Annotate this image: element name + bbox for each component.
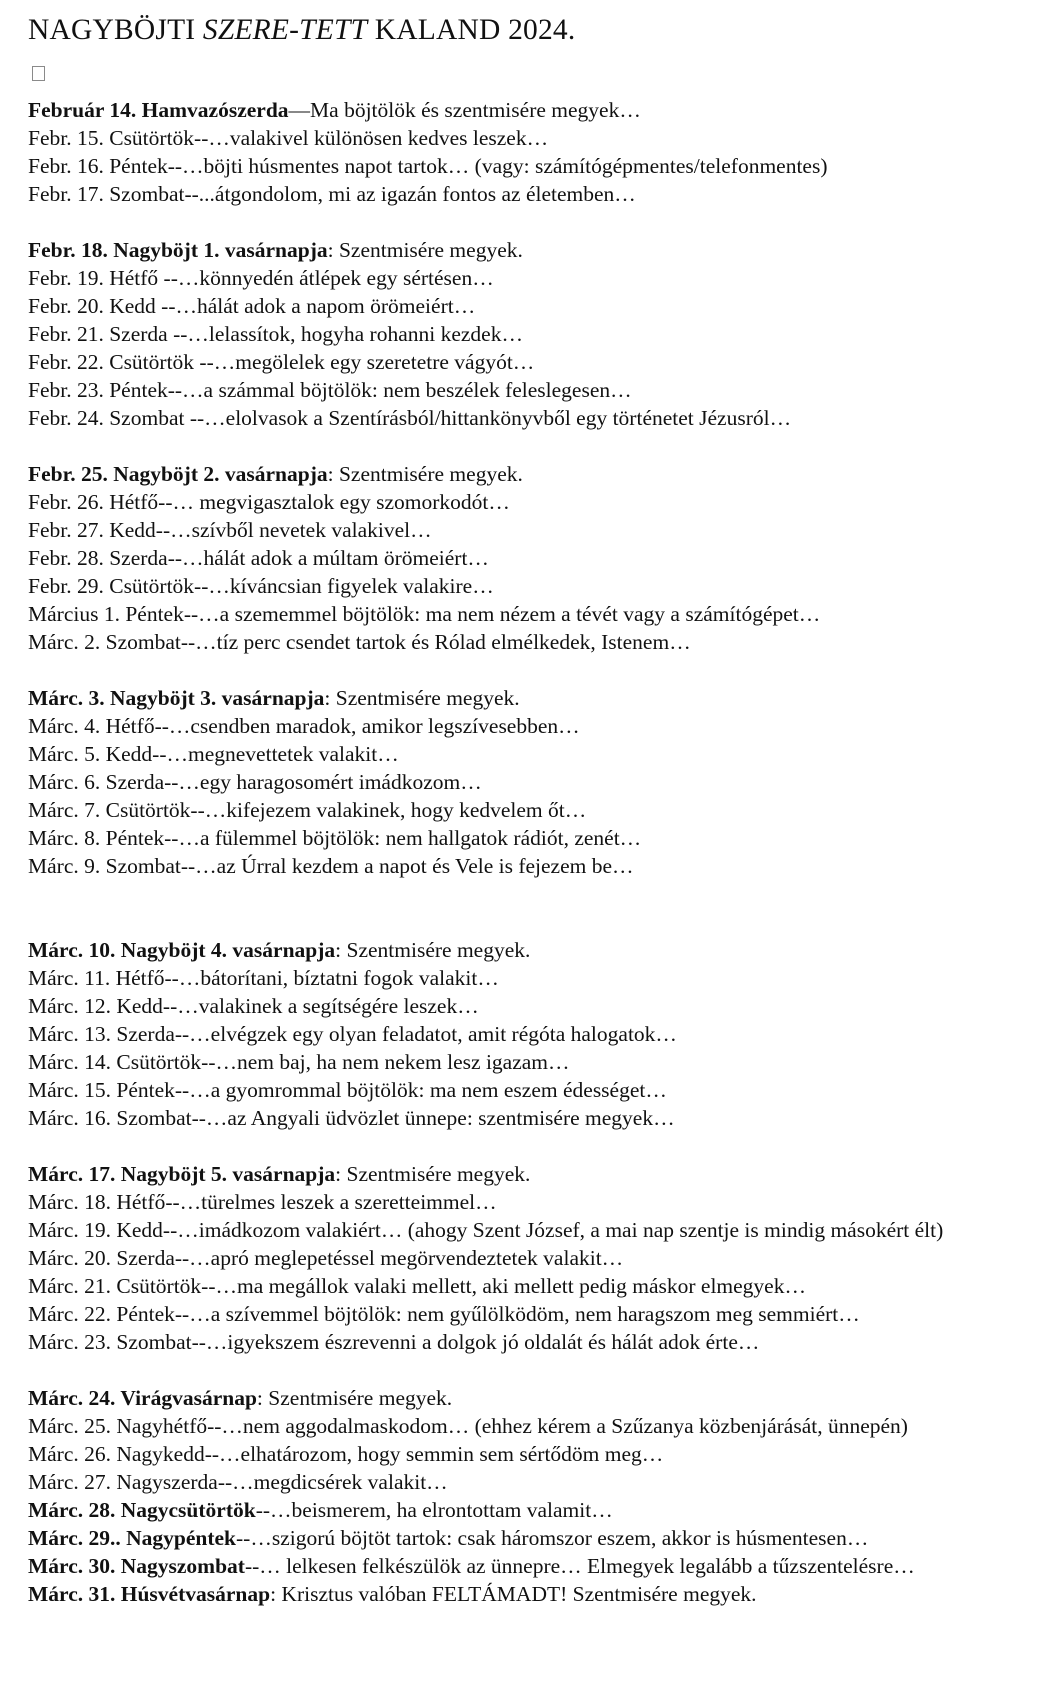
week-section <box>28 236 1052 432</box>
document-page <box>28 0 1052 1608</box>
day-entry-text: Febr. 26. Hétfő--… megvigasztalok egy szomorkodót… <box>28 490 510 514</box>
day-entry-text: Febr. 24. Szombat --…elolvasok a Szentírásból/hittankönyvből egy történetet Jézusról… <box>28 406 792 430</box>
day-entry-bold: Febr. 18. Nagyböjt 1. vasárnapja <box>28 238 328 262</box>
day-entry <box>28 488 1052 516</box>
day-entry <box>28 544 1052 572</box>
day-entry-bold: Márc. 31. Húsvétvasárnap <box>28 1582 271 1606</box>
day-entry-text: Márc. 27. Nagyszerda--…megdicsérek valakit… <box>28 1470 448 1494</box>
day-entry <box>28 1020 1052 1048</box>
day-entry <box>28 460 1052 488</box>
day-entry <box>28 376 1052 404</box>
day-entry <box>28 796 1052 824</box>
week-section <box>28 1160 1052 1356</box>
day-entry-text: Márc. 16. Szombat--…az Angyali üdvözlet ünnepe: szentmisére megyek… <box>28 1106 675 1130</box>
day-entry <box>28 236 1052 264</box>
week-section <box>28 1384 1052 1608</box>
day-entry-text: : Szentmisére megyek. <box>335 938 531 962</box>
day-entry-text: Márc. 20. Szerda--…apró meglepetéssel megörvendeztetek valakit… <box>28 1246 624 1270</box>
day-entry <box>28 1076 1052 1104</box>
day-entry-bold: Febr. 25. Nagyböjt 2. vasárnapja <box>28 462 328 486</box>
day-entry-bold: Márc. 10. Nagyböjt 4. vasárnapja <box>28 938 336 962</box>
day-entry-text: Márc. 25. Nagyhétfő--…nem aggodalmaskodom… (ehhez kérem a Szűzanya közbenjárását, ünnepén) <box>28 1414 908 1438</box>
page-title <box>28 12 1052 48</box>
day-entry-text: Március 1. Péntek--…a szememmel böjtölök: ma nem nézem a tévét vagy a számítógépet… <box>28 602 821 626</box>
day-entry-text: : Szentmisére megyek. <box>327 462 523 486</box>
day-entry-text: Márc. 22. Péntek--…a szívemmel böjtölök: nem gyűlölködöm, nem haragszom meg semmiért… <box>28 1302 860 1326</box>
title-part-2-italic: SZERE-TETT <box>202 14 368 46</box>
title-part-3: KALAND 2024. <box>367 14 576 46</box>
day-entry-bold: Márc. 28. Nagycsütörtök <box>28 1498 256 1522</box>
day-entry-text: Febr. 23. Péntek--…a számmal böjtölök: nem beszélek feleslegesen… <box>28 378 632 402</box>
day-entry-text: Márc. 7. Csütörtök--…kifejezem valakinek, hogy kedvelem őt… <box>28 798 587 822</box>
day-entry-text: Febr. 22. Csütörtök --…megölelek egy szeretetre vágyót… <box>28 350 535 374</box>
day-entry <box>28 712 1052 740</box>
day-entry <box>28 180 1052 208</box>
day-entry <box>28 96 1052 124</box>
day-entry <box>28 768 1052 796</box>
image-placeholder-icon <box>32 66 45 81</box>
day-entry-text: : Szentmisére megyek. <box>335 1162 531 1186</box>
day-entry <box>28 1328 1052 1356</box>
day-entry-text: Febr. 29. Csütörtök--…kíváncsian figyelek valakire… <box>28 574 494 598</box>
day-entry-text: Márc. 23. Szombat--…igyekszem észrevenni a dolgok jó oldalát és hálát adok érte… <box>28 1330 760 1354</box>
day-entry-text: Márc. 21. Csütörtök--…ma megállok valaki mellett, aki mellett pedig máskor elmegyek… <box>28 1274 806 1298</box>
day-entry <box>28 1104 1052 1132</box>
day-entry <box>28 320 1052 348</box>
day-entry-text: Márc. 9. Szombat--…az Úrral kezdem a napot és Vele is fejezem be… <box>28 854 634 878</box>
day-entry <box>28 1552 1052 1580</box>
day-entry-text: Febr. 17. Szombat--...átgondolom, mi az igazán fontos az életemben… <box>28 182 636 206</box>
day-entry <box>28 1440 1052 1468</box>
day-entry <box>28 292 1052 320</box>
day-entry <box>28 516 1052 544</box>
day-entry-bold: Márc. 30. Nagyszombat <box>28 1554 245 1578</box>
day-entry-bold: Márc. 3. Nagyböjt 3. vasárnapja <box>28 686 325 710</box>
day-entry <box>28 1244 1052 1272</box>
day-entry-text: : Szentmisére megyek. <box>327 238 523 262</box>
day-entry <box>28 1524 1052 1552</box>
day-entry-text: Febr. 16. Péntek--…böjti húsmentes napot tartok… (vagy: számítógépmentes/telefonmentes) <box>28 154 828 178</box>
day-entry-text: Márc. 14. Csütörtök--…nem baj, ha nem nekem lesz igazam… <box>28 1050 570 1074</box>
calendar-list <box>28 96 1052 1608</box>
day-entry <box>28 1300 1052 1328</box>
day-entry <box>28 600 1052 628</box>
day-entry-text: --… lelkesen felkészülök az ünnepre… Elmegyek legalább a tűzszentelésre… <box>244 1554 915 1578</box>
day-entry <box>28 824 1052 852</box>
week-section <box>28 96 1052 208</box>
day-entry-text: Márc. 15. Péntek--…a gyomrommal böjtölök: ma nem eszem édességet… <box>28 1078 667 1102</box>
day-entry <box>28 852 1052 880</box>
day-entry-bold: Márc. 24. Virágvasárnap <box>28 1386 257 1410</box>
day-entry <box>28 1384 1052 1412</box>
day-entry <box>28 264 1052 292</box>
day-entry <box>28 1048 1052 1076</box>
day-entry-text: Márc. 6. Szerda--…egy haragosomért imádkozom… <box>28 770 482 794</box>
day-entry-text: Márc. 4. Hétfő--…csendben maradok, amikor legszívesebben… <box>28 714 580 738</box>
day-entry <box>28 964 1052 992</box>
day-entry <box>28 1272 1052 1300</box>
week-section <box>28 936 1052 1132</box>
day-entry <box>28 1188 1052 1216</box>
day-entry-bold: Márc. 17. Nagyböjt 5. vasárnapja <box>28 1162 336 1186</box>
day-entry <box>28 740 1052 768</box>
day-entry-text: Márc. 18. Hétfő--…türelmes leszek a szeretteimmel… <box>28 1190 497 1214</box>
day-entry-text: Febr. 19. Hétfő --…könnyedén átlépek egy sértésen… <box>28 266 494 290</box>
day-entry-text: Márc. 26. Nagykedd--…elhatározom, hogy semmin sem sértődöm meg… <box>28 1442 664 1466</box>
week-section <box>28 460 1052 656</box>
day-entry-text: : Szentmisére megyek. <box>324 686 520 710</box>
day-entry <box>28 628 1052 656</box>
day-entry-text: Márc. 19. Kedd--…imádkozom valakiért… (ahogy Szent József, a mai nap szentje is mindig másokért élt) <box>28 1218 944 1242</box>
day-entry-text: Márc. 5. Kedd--…megnevettetek valakit… <box>28 742 399 766</box>
day-entry-text: —Ma böjtölök és szentmisére megyek… <box>288 98 641 122</box>
day-entry <box>28 404 1052 432</box>
day-entry <box>28 1468 1052 1496</box>
day-entry <box>28 1160 1052 1188</box>
day-entry-text: --…szigorú böjtöt tartok: csak háromszor eszem, akkor is húsmentesen… <box>236 1526 869 1550</box>
day-entry-text: Márc. 12. Kedd--…valakinek a segítségére leszek… <box>28 994 479 1018</box>
day-entry-bold: Február 14. Hamvazószerda <box>28 98 289 122</box>
day-entry <box>28 1216 1052 1244</box>
day-entry-text: Márc. 2. Szombat--…tíz perc csendet tartok és Rólad elmélkedek, Istenem… <box>28 630 691 654</box>
day-entry-text: Febr. 21. Szerda --…lelassítok, hogyha rohanni kezdek… <box>28 322 523 346</box>
day-entry <box>28 1580 1052 1608</box>
day-entry <box>28 124 1052 152</box>
day-entry-text: Márc. 8. Péntek--…a fülemmel böjtölök: nem hallgatok rádiót, zenét… <box>28 826 642 850</box>
day-entry-text: Febr. 28. Szerda--…hálát adok a múltam örömeiért… <box>28 546 489 570</box>
day-entry-bold: Márc. 29.. Nagypéntek <box>28 1526 237 1550</box>
day-entry <box>28 152 1052 180</box>
day-entry <box>28 684 1052 712</box>
day-entry <box>28 1496 1052 1524</box>
day-entry-text: --…beismerem, ha elrontottam valamit… <box>255 1498 613 1522</box>
day-entry <box>28 992 1052 1020</box>
day-entry <box>28 572 1052 600</box>
day-entry-text: Febr. 20. Kedd --…hálát adok a napom örömeiért… <box>28 294 476 318</box>
day-entry-text: : Szentmisére megyek. <box>256 1386 453 1410</box>
day-entry-text: Febr. 15. Csütörtök--…valakivel különösen kedves leszek… <box>28 126 549 150</box>
day-entry <box>28 936 1052 964</box>
day-entry-text: Márc. 11. Hétfő--…bátorítani, bíztatni fogok valakit… <box>28 966 499 990</box>
title-part-1: NAGYBÖJTI <box>28 14 203 46</box>
day-entry <box>28 1412 1052 1440</box>
week-section <box>28 684 1052 880</box>
day-entry-text: : Krisztus valóban FELTÁMADT! Szentmisére megyek. <box>270 1582 757 1606</box>
day-entry-text: Febr. 27. Kedd--…szívből nevetek valakivel… <box>28 518 432 542</box>
day-entry-text: Márc. 13. Szerda--…elvégzek egy olyan feladatot, amit régóta halogatok… <box>28 1022 677 1046</box>
day-entry <box>28 348 1052 376</box>
